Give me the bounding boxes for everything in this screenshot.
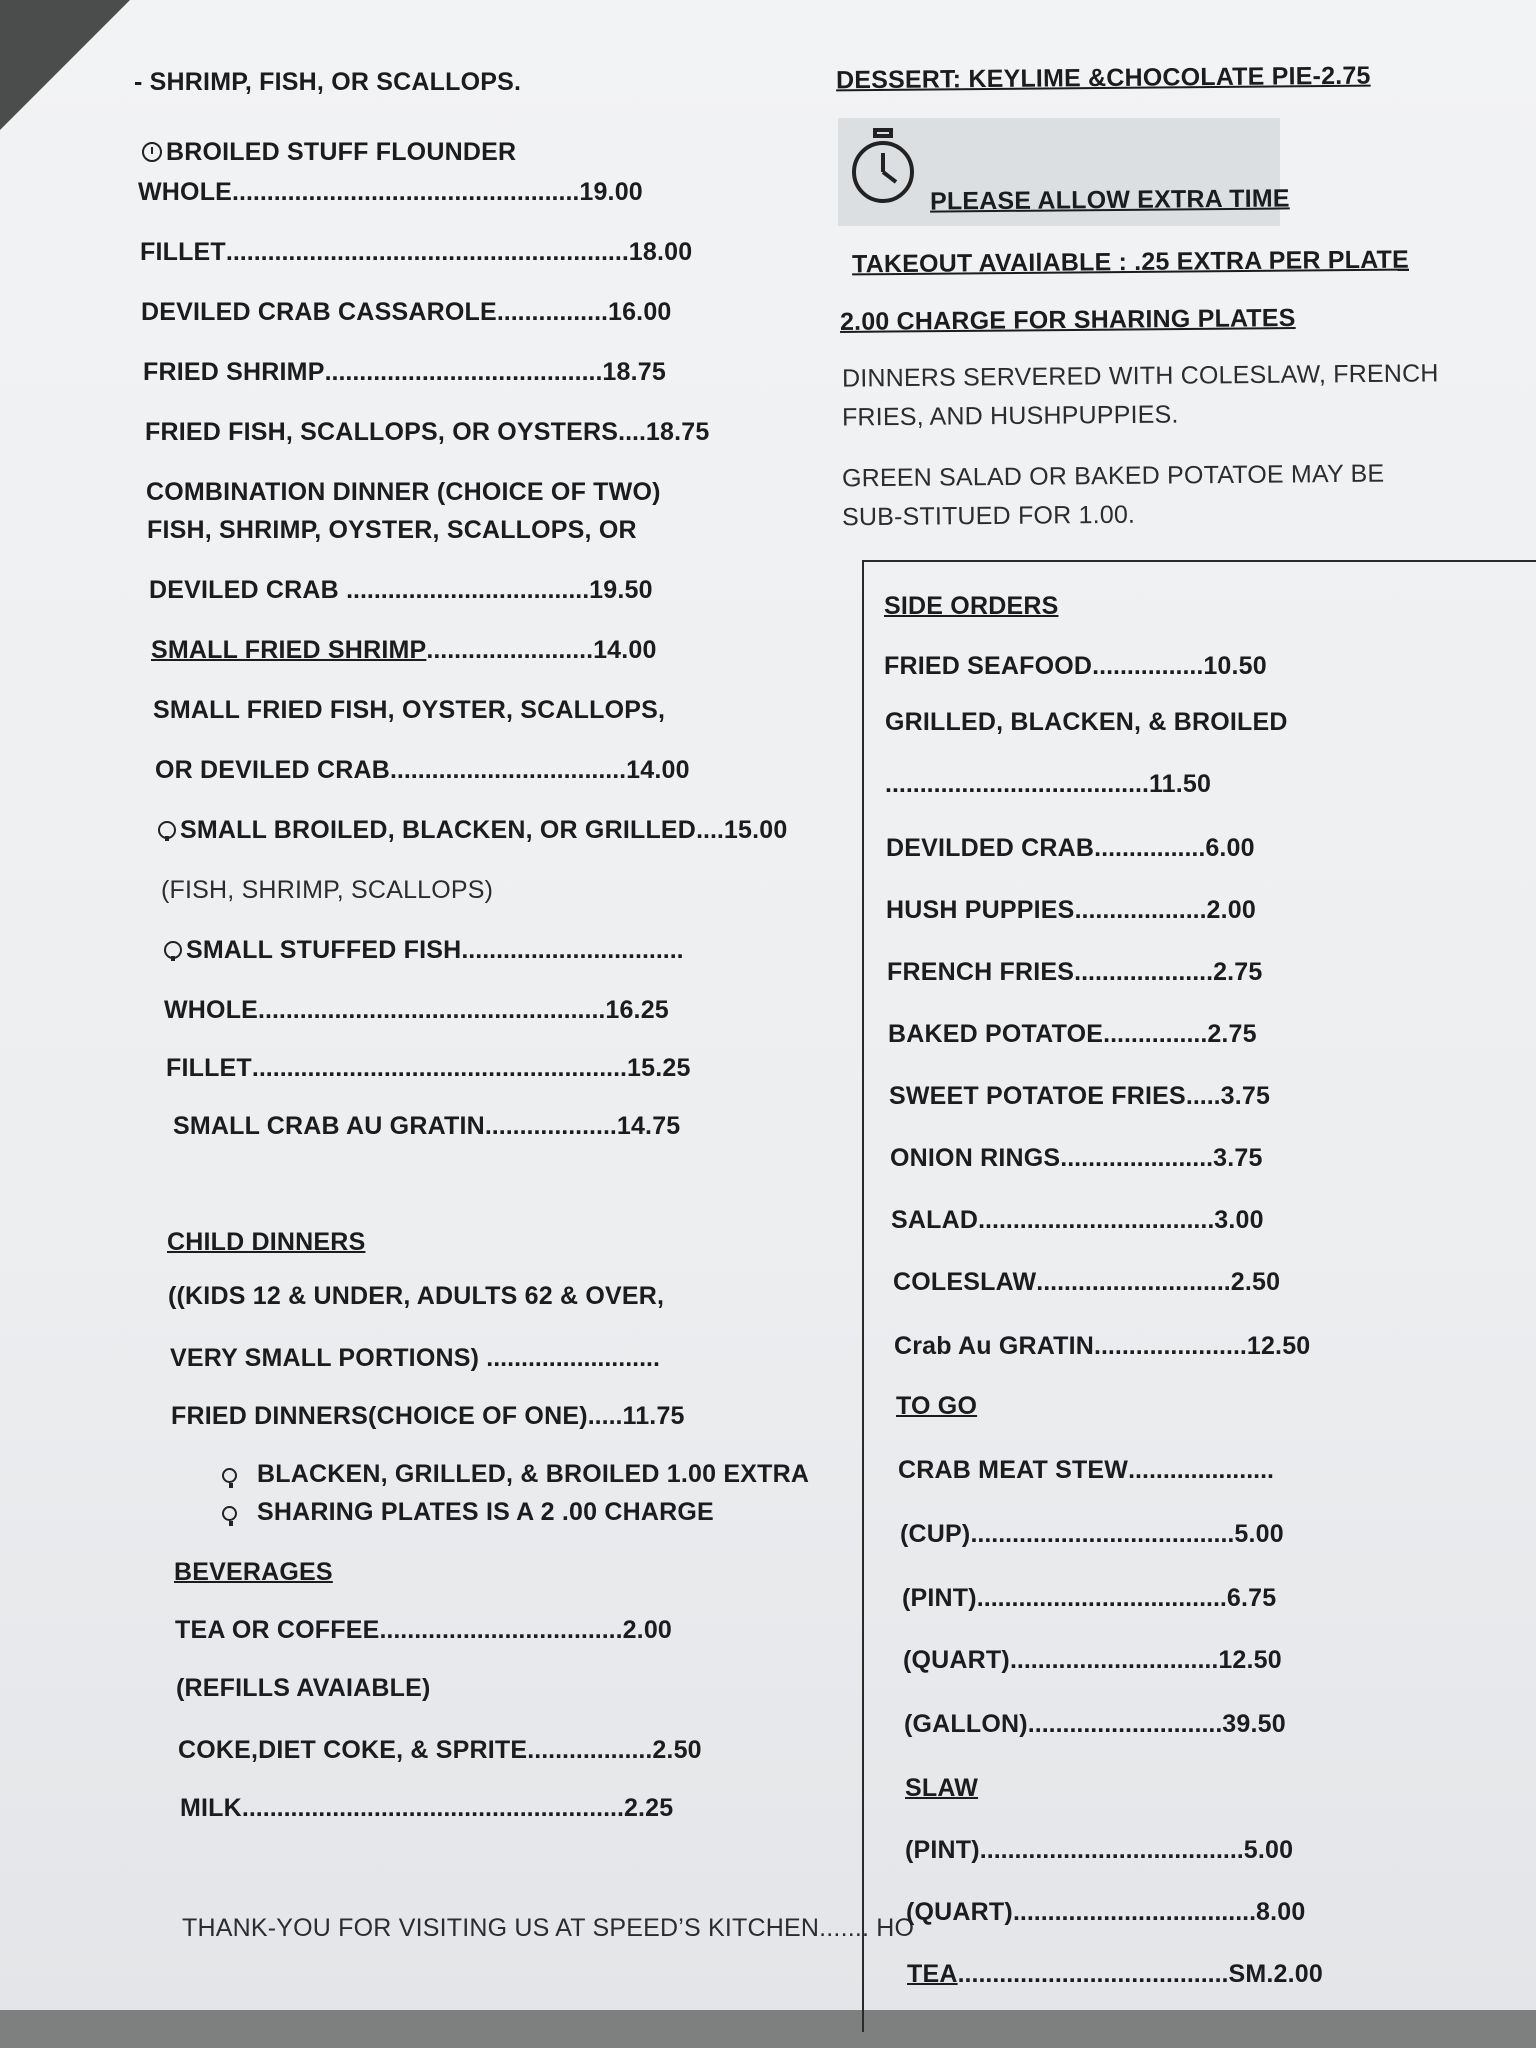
menu-item: HUSH PUPPIES...................2.00 — [886, 896, 1257, 924]
dinners-note: DINNERS SERVERED WITH COLESLAW, FRENCH — [841, 359, 1439, 393]
menu-item: FRENCH FRIES....................2.75 — [887, 958, 1263, 986]
menu-item: Crab Au GRATIN......................12.50 — [894, 1332, 1311, 1360]
menu-item: FRIED DINNERS(CHOICE OF ONE).....11.75 — [171, 1402, 685, 1430]
section-heading-to-go: TO GO — [896, 1392, 978, 1420]
menu-item: FILLET......................................................15.25 — [166, 1054, 691, 1082]
menu-item: COKE,DIET COKE, & SPRITE..................2.50 — [178, 1736, 702, 1764]
menu-item: WHOLE..................................................19.00 — [138, 178, 643, 206]
menu-item: FILLET..........................................................18.00 — [140, 238, 693, 266]
section-heading-slaw: SLAW — [905, 1774, 979, 1802]
menu-item: FRIED SHRIMP........................................18.75 — [143, 358, 666, 386]
stopwatch-icon — [850, 128, 916, 208]
menu-line: ((KIDS 12 & UNDER, ADULTS 62 & OVER, — [168, 1282, 665, 1310]
menu-item: SWEET POTATOE FRIES.....3.75 — [889, 1082, 1271, 1110]
lightbulb-icon — [222, 1506, 237, 1521]
lightbulb-icon — [158, 821, 176, 839]
section-heading-child-dinners: CHILD DINNERS — [167, 1228, 366, 1256]
menu-item: (GALLON)............................39.50 — [904, 1710, 1286, 1738]
dessert-line: DESSERT: KEYLIME &CHOCOLATE PIE-2.75 — [835, 61, 1371, 95]
menu-item: VERY SMALL PORTIONS) ......................... — [170, 1344, 660, 1372]
menu-item: SALAD..................................3.00 — [891, 1206, 1264, 1234]
menu-line: FISH, SHRIMP, OYSTER, SCALLOPS, OR — [147, 516, 637, 544]
menu-note: (FISH, SHRIMP, SCALLOPS) — [161, 876, 494, 904]
thank-you-note: THANK-YOU FOR VISITING US AT SPEED’S KITCHEN....... HO — [182, 1914, 915, 1942]
menu-item: (QUART)..............................12.50 — [903, 1646, 1282, 1674]
lightbulb-icon — [164, 941, 182, 959]
menu-item: DEVILDED CRAB................6.00 — [886, 834, 1255, 862]
menu-line: SMALL FRIED FISH, OYSTER, SCALLOPS, — [153, 696, 666, 724]
menu-line: COMBINATION DINNER (CHOICE OF TWO) — [146, 478, 661, 506]
menu-item: WHOLE..................................................16.25 — [164, 996, 669, 1024]
menu-item: (PINT)......................................5.00 — [905, 1836, 1294, 1864]
menu-line: (REFILLS AVAIABLE) — [176, 1674, 431, 1702]
menu-item: SMALL STUFFED FISH................................ — [164, 936, 684, 965]
salad-note: SUB-STITUED FOR 1.00. — [841, 500, 1136, 532]
menu-item: DEVILED CRAB CASSAROLE................16.00 — [141, 298, 672, 326]
menu-item: SMALL FRIED SHRIMP........................14.00 — [151, 636, 657, 664]
bullet-line: SHARING PLATES IS A 2 .00 CHARGE — [222, 1498, 714, 1527]
section-heading-beverages: BEVERAGES — [174, 1558, 333, 1586]
lightbulb-icon — [222, 1468, 237, 1483]
menu-item: (PINT)....................................6.75 — [902, 1584, 1277, 1612]
dinners-note: FRIES, AND HUSHPUPPIES. — [841, 400, 1179, 432]
menu-item: BAKED POTATOE...............2.75 — [888, 1020, 1257, 1048]
menu-line: GRILLED, BLACKEN, & BROILED — [885, 708, 1288, 736]
salad-note: GREEN SALAD OR BAKED POTATOE MAY BE — [841, 459, 1385, 493]
menu-item: ONION RINGS......................3.75 — [890, 1144, 1263, 1172]
menu-item: (QUART)...................................8.00 — [906, 1898, 1306, 1926]
menu-item: TEA.......................................SM.2.00 — [907, 1960, 1324, 1988]
menu-item: FRIED FISH, SCALLOPS, OR OYSTERS....18.75 — [145, 418, 710, 446]
menu-item: (CUP)......................................5.00 — [900, 1520, 1284, 1548]
menu-item: ......................................11.50 — [885, 770, 1212, 798]
section-heading-side-orders: SIDE ORDERS — [884, 592, 1059, 620]
menu-item: SMALL BROILED, BLACKEN, OR GRILLED....15.00 — [158, 816, 787, 845]
folded-corner — [0, 0, 130, 130]
allow-time-note: PLEASE ALLOW EXTRA TIME — [929, 184, 1290, 216]
bullet-line: BLACKEN, GRILLED, & BROILED 1.00 EXTRA — [222, 1460, 809, 1489]
menu-line: - SHRIMP, FISH, OR SCALLOPS. — [134, 68, 522, 96]
menu-line: BROILED STUFF FLOUNDER — [142, 138, 516, 167]
stopwatch-icon — [142, 142, 162, 162]
menu-item: COLESLAW............................2.50 — [893, 1268, 1281, 1296]
takeout-note: TAKEOUT AVAIlABLE : .25 EXTRA PER PLATE — [851, 245, 1410, 279]
menu-item: FRIED SEAFOOD................10.50 — [884, 652, 1267, 680]
menu-item: SMALL CRAB AU GRATIN...................14.75 — [173, 1112, 681, 1140]
menu-item: CRAB MEAT STEW..................... — [898, 1456, 1274, 1484]
menu-item: OR DEVILED CRAB..................................14.00 — [155, 756, 690, 784]
menu-item: TEA OR COFFEE...................................2.00 — [175, 1616, 673, 1644]
menu-item: MILK.......................................................2.25 — [180, 1794, 674, 1822]
menu-item: DEVILED CRAB ...................................19.50 — [149, 576, 653, 604]
sharing-note: 2.00 CHARGE FOR SHARING PLATES — [839, 304, 1296, 336]
